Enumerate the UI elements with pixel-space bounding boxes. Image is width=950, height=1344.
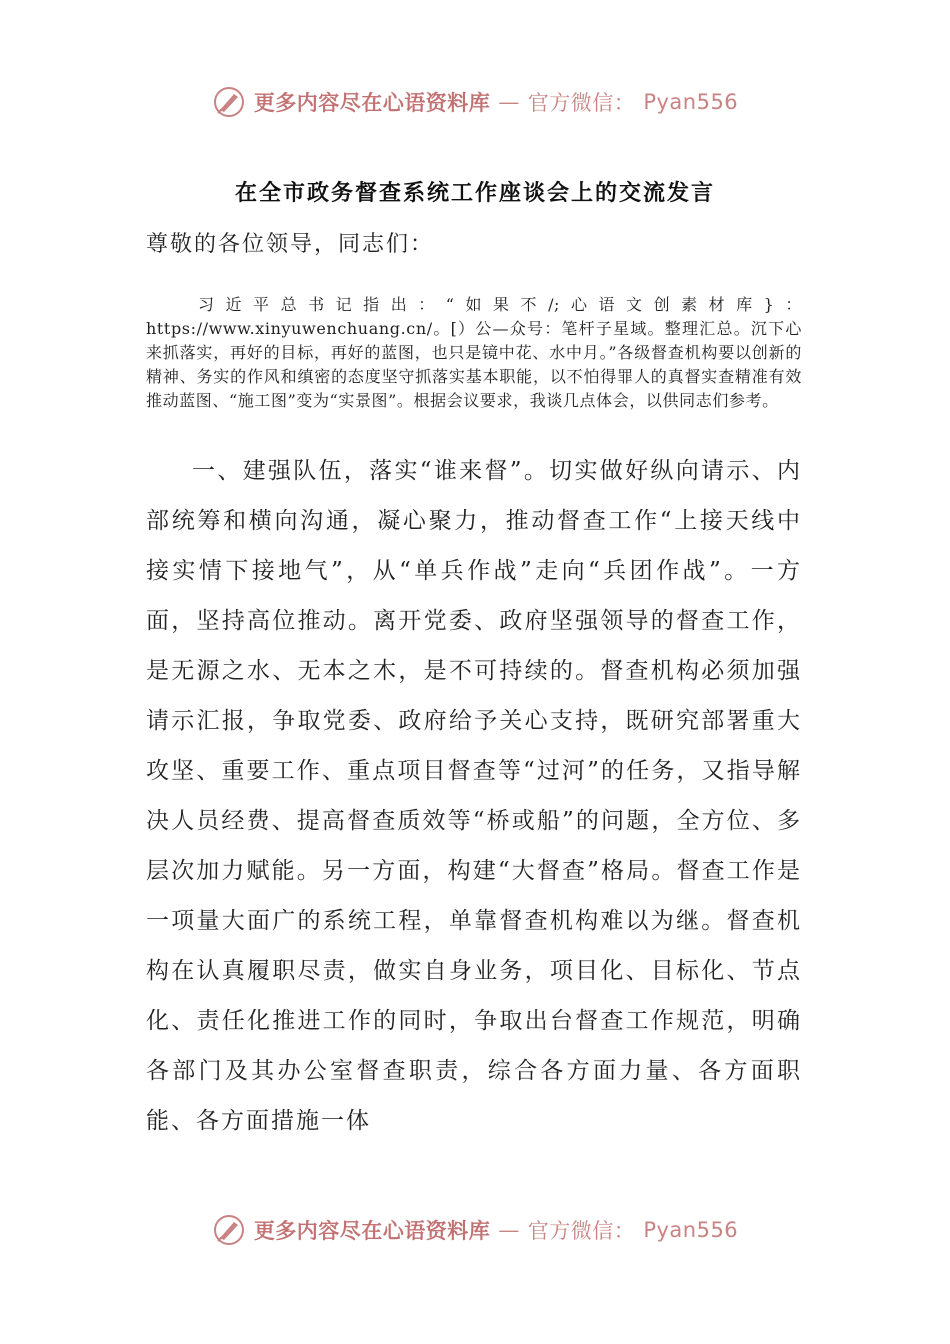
header-banner xyxy=(0,80,950,124)
banner-separator: — xyxy=(498,90,520,114)
salutation: 尊敬的各位领导，同志们： xyxy=(146,232,435,257)
banner-separator: — xyxy=(498,1218,520,1242)
banner-wechat-label: 官方微信： xyxy=(527,1219,636,1243)
banner-main-text: 更多内容尽在心语资料库 xyxy=(253,90,491,115)
intro-paragraph: 习近平总书记指出：“如果不/;心语文创素材库}：https://www.xinyuwenchuang.cn/。[）公—众号：笔杆子星域。整理汇总。沉下心来抓落实，再好的目标，再好的蓝图，也只是镜中花、水中月。”各级督查机构要以创新的精神、务实的作风和缜密的态度坚守抓落实基本职能，以不怕得罪人的真督实查精准有效推动蓝图、“施工图”变为“实景图”。根据会议要求，我谈几点体会，以供同志们参考。 xyxy=(146,295,802,410)
banner-wechat-label: 官方微信： xyxy=(527,91,636,115)
banner-main-text: 更多内容尽在心语资料库 xyxy=(253,1218,491,1243)
document-title: 在全市政务督查系统工作座谈会上的交流发言 xyxy=(234,180,715,206)
quill-pen-logo-icon xyxy=(212,85,246,119)
banner-wechat-id: Pyan556 xyxy=(643,1218,739,1242)
footer-banner xyxy=(0,1208,950,1252)
body-paragraph-1: 一、建强队伍，落实“谁来督”。切实做好纵向请示、内部统筹和横向沟通，凝心聚力，推动督查工作“上接天线中接实情下接地气”，从“单兵作战”走向“兵团作战”。一方面，坚持高位推动。离开党委、政府坚强领导的督查工作，是无源之水、无本之木，是不可持续的。督查机构必须加强请示汇报，争取党委、政府给予关心支持，既研究部署重大攻坚、重要工作、重点项目督查等“过河”的任务，又指导解决人员经费、提高督查质效等“桥或船”的问题，全方位、多层次加力赋能。另一方面，构建“大督查”格局。督查工作是一项量大面广的系统工程，单靠督查机构难以为继。督查机构在认真履职尽责，做实自身业务，项目化、目标化、节点化、责任化推进工作的同时，争取出台督查工作规范，明确各部门及其办公室督查职责，综合各方面力量、各方面职能、各方面措施一体 xyxy=(146,458,802,1134)
banner-wechat-id: Pyan556 xyxy=(643,90,739,114)
quill-pen-logo-icon xyxy=(212,1213,246,1247)
